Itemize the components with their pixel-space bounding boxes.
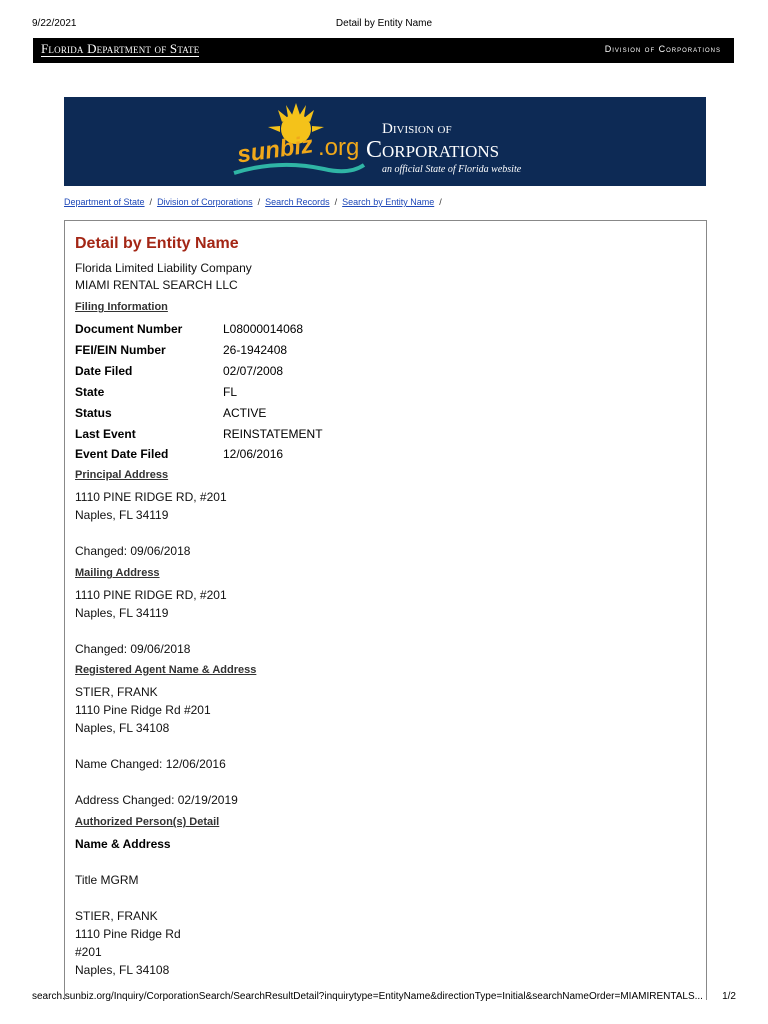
registered-agent-line2: Naples, FL 34108 — [75, 721, 170, 735]
breadcrumb-search-records[interactable]: Search Records — [265, 197, 330, 207]
mailing-address-line2: Naples, FL 34119 — [75, 606, 169, 620]
sunbiz-logo-graphic — [64, 97, 706, 186]
value-status: ACTIVE — [223, 406, 267, 420]
tagline-text: an official State of Florida website — [382, 164, 522, 175]
registered-agent-name-changed: Name Changed: 12/06/2016 — [75, 757, 226, 771]
breadcrumb-separator: / — [439, 197, 442, 207]
registered-agent-line1: 1110 Pine Ridge Rd #201 — [75, 703, 211, 717]
value-last-event: REINSTATEMENT — [223, 427, 323, 441]
mailing-address-line1: 1110 PINE RIDGE RD, #201 — [75, 588, 227, 602]
label-last-event: Last Event — [75, 427, 136, 441]
section-filing-information: Filing Information — [75, 301, 168, 313]
top-bar — [33, 38, 734, 63]
section-principal-address: Principal Address — [75, 469, 169, 481]
print-title: Detail by Entity Name — [335, 18, 433, 29]
print-url: search.sunbiz.org/Inquiry/CorporationSearch/SearchResultDetail?inquirytype=EntityName&directionType=Initial&searchNameOrder=MIAMIRENTALS... — [32, 991, 703, 1002]
entity-type: Florida Limited Liability Company — [75, 261, 252, 275]
principal-address-changed: Changed: 09/06/2018 — [75, 544, 191, 558]
label-event-date-filed: Event Date Filed — [75, 447, 169, 461]
registered-agent-name: STIER, FRANK — [75, 685, 158, 699]
breadcrumb-separator: / — [257, 197, 261, 207]
section-authorized-persons: Authorized Person(s) Detail — [75, 816, 220, 828]
value-fei-ein-number: 26-1942408 — [223, 343, 288, 357]
print-footer — [32, 991, 736, 1005]
value-document-number: L08000014068 — [223, 322, 304, 336]
value-date-filed: 02/07/2008 — [223, 364, 284, 378]
print-page-number: 1/2 — [722, 991, 736, 1002]
mailing-address-changed: Changed: 09/06/2018 — [75, 642, 191, 656]
principal-address-line1: 1110 PINE RIDGE RD, #201 — [75, 490, 227, 504]
authorized-person-name: STIER, FRANK — [75, 909, 158, 923]
section-mailing-address: Mailing Address — [75, 567, 160, 579]
breadcrumb-search-by-entity-name[interactable]: Search by Entity Name — [342, 197, 435, 207]
breadcrumb-division-of-corporations[interactable]: Division of Corporations — [157, 197, 253, 207]
division-of-text: Division of — [382, 121, 452, 137]
authorized-person-title: Title MGRM — [75, 873, 139, 887]
value-event-date-filed: 12/06/2016 — [223, 447, 284, 461]
label-document-number: Document Number — [75, 322, 183, 336]
sunbiz-banner[interactable] — [64, 97, 706, 186]
breadcrumb-separator: / — [334, 197, 338, 207]
page-title: Detail by Entity Name — [75, 235, 239, 252]
print-header — [32, 18, 736, 32]
breadcrumb-department-of-state[interactable]: Department of State — [64, 197, 145, 207]
breadcrumb — [64, 197, 447, 207]
department-of-state-logo[interactable]: Florida Department of State — [41, 41, 200, 56]
entity-name: MIAMI RENTAL SEARCH LLC — [75, 278, 238, 292]
value-state: FL — [223, 385, 238, 399]
label-date-filed: Date Filed — [75, 364, 133, 378]
registered-agent-address-changed: Address Changed: 02/19/2019 — [75, 793, 238, 807]
division-link[interactable]: Division of Corporations — [604, 44, 721, 54]
authorized-person-line1: 1110 Pine Ridge Rd — [75, 927, 181, 941]
label-state: State — [75, 385, 105, 399]
label-status: Status — [75, 406, 112, 420]
label-fei-ein-number: FEI/EIN Number — [75, 343, 166, 357]
org-text: .org — [318, 134, 360, 161]
sunbiz-text: sunbiz — [235, 131, 315, 169]
print-date: 9/22/2021 — [32, 18, 77, 29]
authorized-person-line2: #201 — [75, 945, 102, 959]
authorized-persons-subheading: Name & Address — [75, 837, 171, 851]
authorized-person-line3: Naples, FL 34108 — [75, 963, 170, 977]
breadcrumb-separator: / — [149, 197, 153, 207]
section-registered-agent: Registered Agent Name & Address — [75, 664, 257, 676]
principal-address-line2: Naples, FL 34119 — [75, 508, 169, 522]
corporations-text: Corporations — [366, 137, 500, 163]
